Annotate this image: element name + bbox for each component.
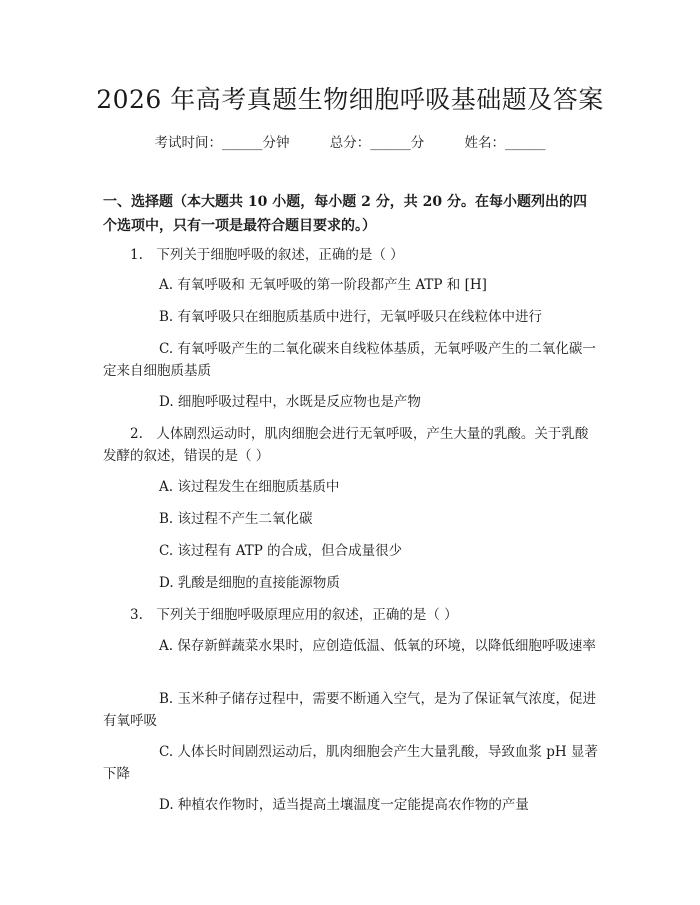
exam-name: 姓名：______	[464, 135, 546, 151]
question-3-stem: 3. 下列关于细胞呼吸原理应用的叙述，正确的是（ ）	[130, 607, 458, 623]
question-1-option-c: C. 有氧呼吸产生的二氧化碳来自线粒体基质，无氧呼吸产生的二氧化碳一定来自细胞质基质	[103, 341, 596, 379]
question-2-option-b: B. 该过程不产生二氧化碳	[159, 511, 313, 527]
question-2-stem: 2. 人体剧烈运动时，肌肉细胞会进行无氧呼吸，产生大量的乳酸。关于乳酸发酵的叙述，错误的是（ ）	[103, 426, 589, 464]
exam-meta	[0, 131, 700, 151]
question-1-option-d: D. 细胞呼吸过程中，水既是反应物也是产物	[159, 394, 421, 410]
exam-score: 总分：______分	[329, 135, 425, 151]
question-1-option-a: A. 有氧呼吸和 无氧呼吸的第一阶段都产生 ATP 和 [H]	[159, 277, 487, 293]
question-1-option-b: B. 有氧呼吸只在细胞质基质中进行，无氧呼吸只在线粒体中进行	[159, 309, 543, 325]
question-1-stem: 1. 下列关于细胞呼吸的叙述，正确的是（ ）	[130, 247, 404, 263]
question-2-option-d: D. 乳酸是细胞的直接能源物质	[159, 575, 340, 591]
question-3-option-d: D. 种植农作物时，适当提高土壤温度一定能提高农作物的产量	[159, 797, 529, 813]
section-heading: 一、选择题（本大题共 10 小题，每小题 2 分，共 20 分。在每小题列出的四个选项中，只有一项是最符合题目要求的。）	[103, 194, 587, 234]
question-2-option-c: C. 该过程有 ATP 的合成，但合成量很少	[159, 543, 403, 559]
question-3-option-a: A. 保存新鲜蔬菜水果时，应创造低温、低氧的环境，以降低细胞呼吸速率	[159, 638, 596, 654]
question-3-option-c: C. 人体长时间剧烈运动后，肌肉细胞会产生大量乳酸，导致血浆 pH 显著下降	[103, 744, 598, 782]
question-2-option-a: A. 该过程发生在细胞质基质中	[159, 479, 340, 495]
exam-time: 考试时间：______分钟	[154, 135, 290, 151]
page-title: 2026 年高考真题生物细胞呼吸基础题及答案	[96, 85, 604, 114]
question-3-option-b: B. 玉米种子储存过程中，需要不断通入空气，是为了保证氧气浓度，促进有氧呼吸	[103, 691, 597, 729]
